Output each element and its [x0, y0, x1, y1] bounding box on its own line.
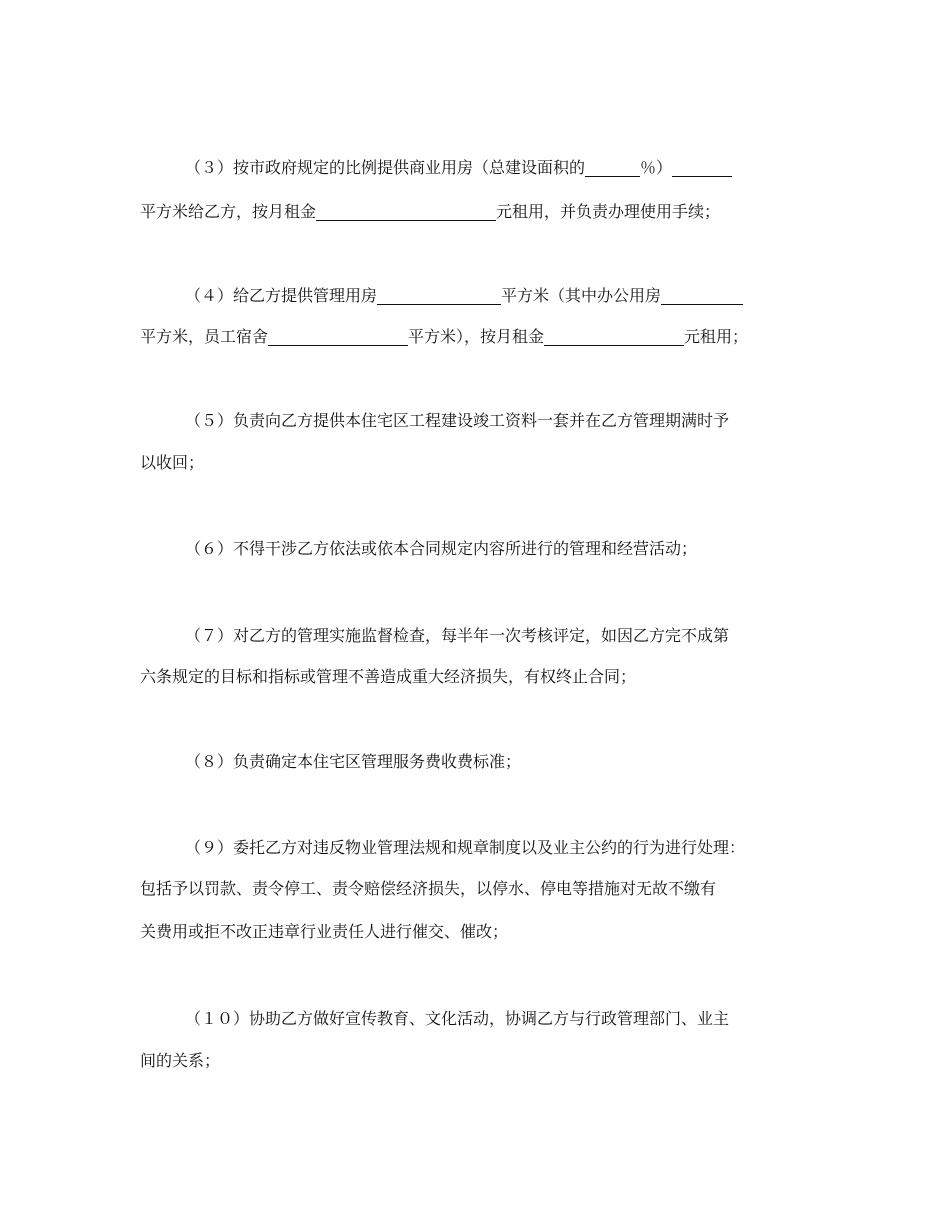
clause-text: （５）负责向乙方提供本住宅区工程建设竣工资料一套并在乙方管理期满时予 — [185, 411, 730, 430]
clause-text: （８）负责确定本住宅区管理服务费收费标准； — [185, 752, 522, 771]
clause-text: （９）委托乙方对违反物业管理法规和规章制度以及业主公约的行为进行处理： — [185, 838, 746, 857]
clause-line — [185, 622, 729, 650]
clause-line — [185, 282, 743, 310]
clause-line — [185, 535, 697, 563]
fill-in-blank — [316, 202, 496, 221]
clause-text: （７）对乙方的管理实施监督检查，每半年一次考核评定，如因乙方完不成第 — [185, 626, 730, 645]
clause-text: 包括予以罚款、责令停工、责令赔偿经济损失，以停水、停电等措施对无故不缴有 — [140, 879, 717, 898]
clause-text: 六条规定的目标和指标或管理不善造成重大经济损失，有权终止合同； — [140, 667, 637, 686]
clause-text: 间的关系； — [140, 1051, 221, 1070]
fill-in-blank — [544, 327, 684, 346]
clause-text: 以收回； — [140, 453, 205, 472]
fill-in-blank — [585, 158, 640, 177]
fill-in-blank — [377, 286, 501, 305]
clause-line — [140, 918, 508, 946]
clause-line — [140, 875, 716, 903]
clause-text: 关费用或拒不改正违章行业责任人进行催交、催改； — [140, 922, 509, 941]
clause-line — [140, 663, 636, 691]
fill-in-blank — [672, 158, 732, 177]
clause-line — [185, 407, 729, 435]
clause-text: 平方米给乙方，按月租金 — [140, 202, 317, 221]
clause-line — [185, 834, 745, 862]
clause-text: （６）不得干涉乙方依法或依本合同规定内容所进行的管理和经营活动； — [185, 539, 698, 558]
clause-line — [185, 748, 521, 776]
clause-text: 平方米），按月租金 — [408, 327, 545, 346]
fill-in-blank — [661, 286, 743, 305]
clause-line — [185, 1005, 729, 1033]
clause-line — [185, 154, 732, 182]
clause-text: （４）给乙方提供管理用房 — [185, 286, 378, 305]
clause-line — [140, 449, 204, 477]
clause-text: ％） — [640, 158, 673, 177]
clause-text: （３）按市政府规定的比例提供商业用房（总建设面积的 — [185, 158, 586, 177]
clause-text: 元租用，并负责办理使用手续； — [496, 202, 721, 221]
clause-line — [140, 323, 748, 351]
clause-text: 元租用； — [684, 327, 749, 346]
clause-text: 平方米，员工宿舍 — [140, 327, 269, 346]
clause-line — [140, 1047, 220, 1075]
clause-text: 平方米（其中办公用房 — [501, 286, 662, 305]
clause-line — [140, 198, 720, 226]
clause-text: （１０）协助乙方做好宣传教育、文化活动，协调乙方与行政管理部门、业主 — [185, 1009, 730, 1028]
fill-in-blank — [268, 327, 408, 346]
